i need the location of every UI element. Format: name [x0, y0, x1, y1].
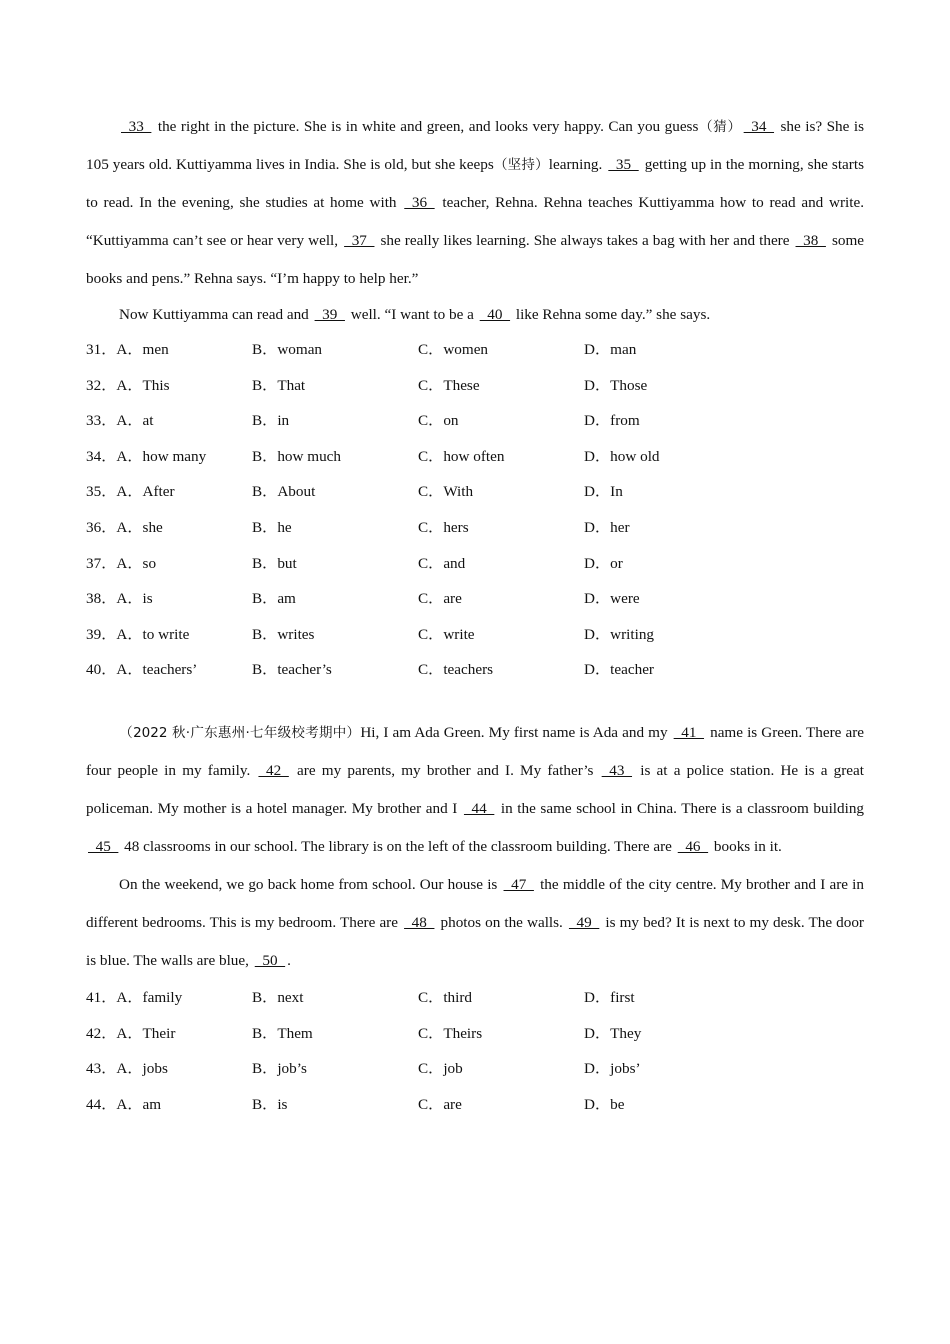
passage-text: in the same school in China. There is a classroom building — [496, 799, 865, 817]
question-option-a: 33．A．at — [86, 412, 154, 430]
question-option-b: B．teacher’s — [252, 661, 332, 679]
cjk-annotation: （坚持） — [493, 157, 549, 173]
question-row — [86, 332, 864, 368]
question-row — [86, 439, 864, 475]
question-option-a: 39．A．to write — [86, 625, 190, 643]
question-option-c: C．how often — [418, 447, 505, 465]
passage-text: Hi, I am Ada Green. My first name is Ada and my — [360, 723, 672, 741]
question-row — [86, 1016, 864, 1052]
question-row — [86, 980, 864, 1016]
question-row — [86, 581, 864, 617]
passage-text: is my bed? It is next to my desk. The door is blue. The walls are blue, — [86, 913, 864, 969]
question-option-a: 31．A．men — [86, 341, 169, 358]
question-option-d: D．be — [584, 1095, 625, 1113]
question-option-b: B．is — [252, 1095, 288, 1113]
question-row — [86, 1087, 864, 1123]
passage-text: teacher, Rehna. Rehna teaches Kuttiyamma how to read and write. “Kuttiyamma can’t see or hear very well, — [86, 194, 864, 249]
document-page — [86, 108, 864, 1122]
cjk-annotation: （2022 秋·广东惠州·七年级校考期中） — [119, 724, 361, 741]
question-option-a: 41．A．family — [86, 988, 183, 1006]
passage-text: . — [287, 951, 291, 969]
passage-text: well. “I want to be a — [346, 306, 478, 323]
question-row — [86, 617, 864, 653]
question-option-c: C．write — [418, 625, 475, 643]
question-option-b: B．woman — [252, 341, 323, 358]
passage-text: she really likes learning. She always takes a bag with her and there — [376, 232, 794, 249]
question-option-a: 40．A．teachers’ — [86, 661, 198, 679]
question-option-c: C．are — [418, 1095, 462, 1113]
answer-blank: 41 — [673, 723, 705, 741]
passage-text: is at a police station. He is a great policeman. My mother is a hotel manager. My brother and I — [86, 761, 864, 817]
passage1-paragraph2 — [86, 298, 864, 332]
passage-text: getting up in the morning, she starts to read. In the evening, she studies at home with — [86, 156, 864, 211]
answer-blank: 33 — [121, 118, 152, 135]
question-option-a: 35．A．After — [86, 483, 175, 501]
cjk-annotation: （猜） — [698, 119, 742, 135]
answer-blank: 47 — [503, 875, 534, 893]
question-option-a: 36．A．she — [86, 518, 163, 536]
question-option-b: B．but — [252, 554, 297, 572]
answer-blank: 48 — [404, 913, 435, 931]
question-option-d: D．jobs’ — [584, 1060, 641, 1078]
passage2-paragraph1 — [86, 714, 864, 866]
question-option-b: B．About — [252, 483, 316, 501]
question-option-d: D．how old — [584, 447, 660, 465]
question-option-c: C．third — [418, 988, 473, 1006]
passage-text: Now Kuttiyamma can read and — [119, 306, 313, 323]
question-option-a: 43．A．jobs — [86, 1060, 168, 1078]
question-option-c: C．Theirs — [418, 1024, 483, 1042]
question-row — [86, 546, 864, 582]
question-option-b: B．how much — [252, 447, 342, 465]
question-option-a: 37．A．so — [86, 554, 157, 572]
question-row — [86, 368, 864, 404]
passage-text: the right in the picture. She is in white and green, and looks very happy. Can you guess — [153, 118, 699, 135]
question-option-c: C．teachers — [418, 661, 494, 679]
question-option-d: D．were — [584, 590, 640, 608]
question-option-d: D．teacher — [584, 661, 654, 679]
question-option-b: B．That — [252, 376, 306, 394]
question-list-2 — [86, 980, 864, 1122]
question-option-a: 38．A．is — [86, 590, 153, 608]
question-row — [86, 1051, 864, 1087]
question-option-b: B．he — [252, 518, 292, 536]
answer-blank: 40 — [479, 306, 511, 323]
answer-blank: 34 — [743, 118, 775, 135]
answer-blank: 50 — [254, 951, 286, 969]
passage-text: photos on the walls. — [436, 913, 567, 931]
passage-text: books in it. — [710, 837, 782, 855]
passage-text: like Rehna some day.” she says. — [512, 306, 711, 323]
passage-text: 48 classrooms in our school. The library is on the left of the classroom building. There are — [120, 837, 676, 855]
question-option-d: D．They — [584, 1024, 642, 1042]
question-option-c: C．are — [418, 590, 462, 608]
passage-text: some books and pens.” Rehna says. “I’m happy to help her.” — [86, 232, 864, 287]
answer-blank: 45 — [88, 837, 119, 855]
answer-blank: 35 — [608, 156, 639, 173]
question-option-c: C．and — [418, 554, 466, 572]
question-list-1 — [86, 332, 864, 688]
answer-blank: 39 — [314, 306, 345, 323]
answer-blank: 37 — [344, 232, 375, 249]
question-option-c: C．These — [418, 376, 480, 394]
question-option-b: B．in — [252, 412, 290, 430]
question-row — [86, 403, 864, 439]
question-option-a: 42．A．Their — [86, 1024, 176, 1042]
question-option-a: 32．A．This — [86, 376, 170, 394]
passage-text: On the weekend, we go back home from school. Our house is — [119, 875, 502, 893]
question-option-b: B．job’s — [252, 1060, 307, 1078]
answer-blank: 43 — [601, 761, 633, 779]
passage1-paragraph1 — [86, 108, 864, 298]
question-option-d: D．her — [584, 518, 630, 536]
passage-text: are my parents, my brother and I. My father’s — [290, 761, 600, 779]
question-row — [86, 652, 864, 688]
answer-blank: 42 — [258, 761, 289, 779]
passage-text: she is? She is 105 years old. Kuttiyamma lives in India. She is old, but she keeps — [86, 118, 865, 173]
answer-blank: 46 — [677, 837, 709, 855]
answer-blank: 38 — [795, 232, 826, 249]
question-option-d: D．man — [584, 341, 637, 358]
question-option-b: B．writes — [252, 625, 315, 643]
question-option-c: C．With — [418, 483, 474, 501]
question-option-b: B．am — [252, 590, 296, 608]
passage-text: learning. — [548, 156, 607, 173]
question-option-d: D．from — [584, 412, 640, 430]
question-option-c: C．job — [418, 1060, 463, 1078]
question-option-a: 44．A．am — [86, 1095, 162, 1113]
question-option-c: C．women — [418, 341, 489, 358]
question-option-c: C．hers — [418, 518, 469, 536]
question-option-d: D．first — [584, 988, 635, 1006]
question-row — [86, 474, 864, 510]
question-option-b: B．next — [252, 988, 304, 1006]
answer-blank: 49 — [568, 913, 600, 931]
passage-text: the middle of the city centre. My brother and I are in different bedrooms. This is my bedroom. There are — [86, 875, 864, 931]
question-option-b: B．Them — [252, 1024, 313, 1042]
question-option-d: D．writing — [584, 625, 655, 643]
answer-blank: 44 — [463, 799, 495, 817]
question-row — [86, 510, 864, 546]
question-option-d: D．In — [584, 483, 623, 501]
question-option-c: C．on — [418, 412, 459, 430]
question-option-a: 34．A．how many — [86, 447, 207, 465]
answer-blank: 36 — [404, 194, 435, 211]
question-option-d: D．or — [584, 554, 623, 572]
passage-text: name is Green. There are four people in my family. — [86, 723, 865, 779]
question-option-d: D．Those — [584, 376, 648, 394]
passage2-paragraph2 — [86, 866, 864, 980]
